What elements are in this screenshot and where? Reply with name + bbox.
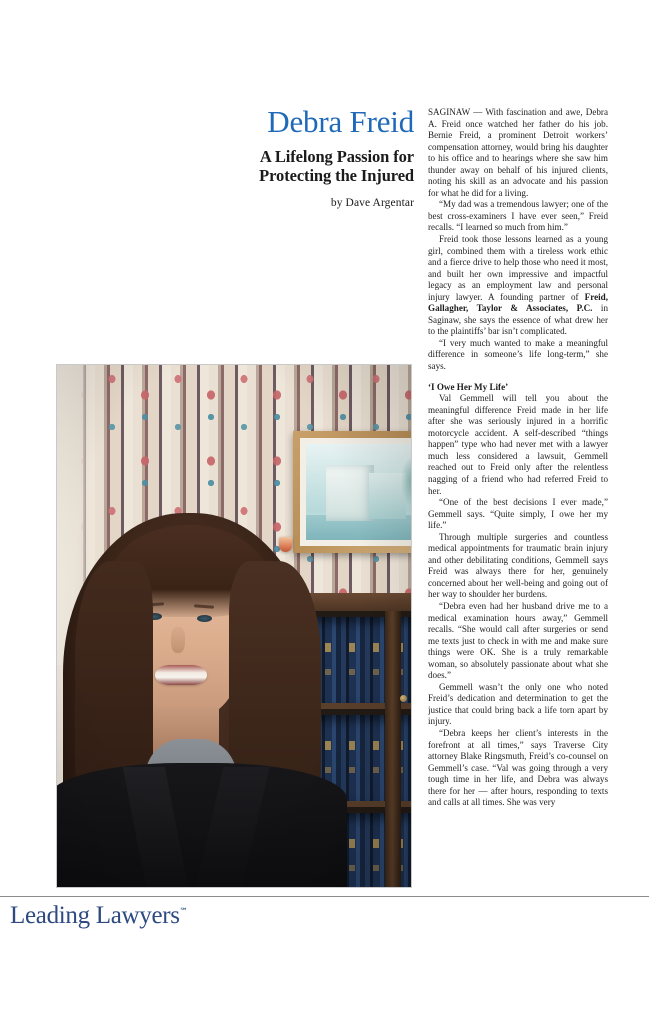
article-paragraph-10: “Debra keeps her client’s interests in the forefront at all times,” says Traverse City attorney Blake Ringsmuth, Freid’s co-counsel on Gemmell’s case. “Val was going through a very tough time in her life, and Debra was always there for her — after hours, responding to texts and calls at all times. She was very [428, 727, 608, 808]
logo-wordmark: Leading Lawyers [10, 902, 180, 929]
article-paragraph-7: Through multiple surgeries and countless medical appointments for traumatic brain injury and other debilitating conditions, Gemmell says Freid was always there for her, genuinely concerned about her well-being and going out of her way to shoulder her burdens. [428, 531, 608, 600]
article-paragraph-4: “I very much wanted to make a meaningful difference in someone’s life long-term,” she says. [428, 337, 608, 372]
photo-content [57, 365, 411, 887]
leading-lawyers-logo [10, 903, 188, 928]
article-title-block [232, 106, 414, 209]
article-byline: by Dave Argentar [330, 197, 414, 210]
portrait-photo [56, 364, 412, 888]
subject-smile [155, 665, 207, 685]
page-title: Debra Freid [267, 104, 414, 139]
article-subtitle [232, 147, 414, 186]
article-body-column [428, 107, 608, 891]
article-paragraph-9: Gemmell wasn’t the only one who noted Freid’s dedication and determination to get the justice that could bring back a life torn apart by injury. [428, 681, 608, 727]
trademark-icon: ℠ [179, 906, 188, 916]
article-paragraph-5: Val Gemmell will tell you about the meaningful difference Freid made in her life after she was seriously injured in a horrific motorcycle accident. A self-described “things happen” type who had never met with a lawyer much less considered a lawsuit, Gemmell reached out to Freid only after the relentless nagging of a friend who had referred Freid to her. [428, 393, 608, 496]
article-subtitle-line-1: A Lifelong Passion for [259, 146, 414, 166]
article-paragraph-lead: SAGINAW — With fascination and awe, Debra A. Freid once watched her father do his job. Bernie Freid, a prominent Detroit workers’ compensation attorney, would bring his daughter to his office and to hearings where she saw him thunder away on behalf of his injured clients, noting his skill as an advocate and his passion for what he did for a living. [428, 107, 608, 198]
subject-nose [171, 627, 185, 653]
photo-subject [57, 365, 411, 887]
article-paragraph-6: “One of the best decisions I ever made,” Gemmell says. “Quite simply, I owe her my life.” [428, 497, 608, 531]
law-firm-name: Freid, Gallagher, Taylor & Associates, P.C. [428, 291, 608, 314]
article-paragraph-3-part-b: in Saginaw, she says the essence of what drew her to the plaintiffs’ bar isn’t complicated. [428, 303, 608, 337]
article-paragraph-3 [428, 234, 608, 338]
article-paragraph-2: “My dad was a tremendous lawyer; one of the best cross-examiners I have ever seen,” Freid recalls. “I learned so much from him.” [428, 199, 608, 233]
footer-divider [0, 896, 649, 897]
article-paragraph-3-part-a: Freid took those lessons learned as a young girl, combined them with a tireless work ethic and a fierce drive to help those who need it most, and built her own impressive and impactful legacy as an employment law and personal injury lawyer. A founding partner of [428, 234, 608, 302]
article-subtitle-line-2: Protecting the Injured [259, 165, 414, 185]
article-paragraph-8: “Debra even had her husband drive me to a medical examination hours away,” Gemmell recalls. “She would call after surgeries or send me texts just to check in with me and make sure things were OK. She is a truly remarkable woman, so absolutely passionate about what she does.” [428, 600, 608, 681]
article-subhead: ‘I Owe Her My Life’ [428, 381, 509, 392]
